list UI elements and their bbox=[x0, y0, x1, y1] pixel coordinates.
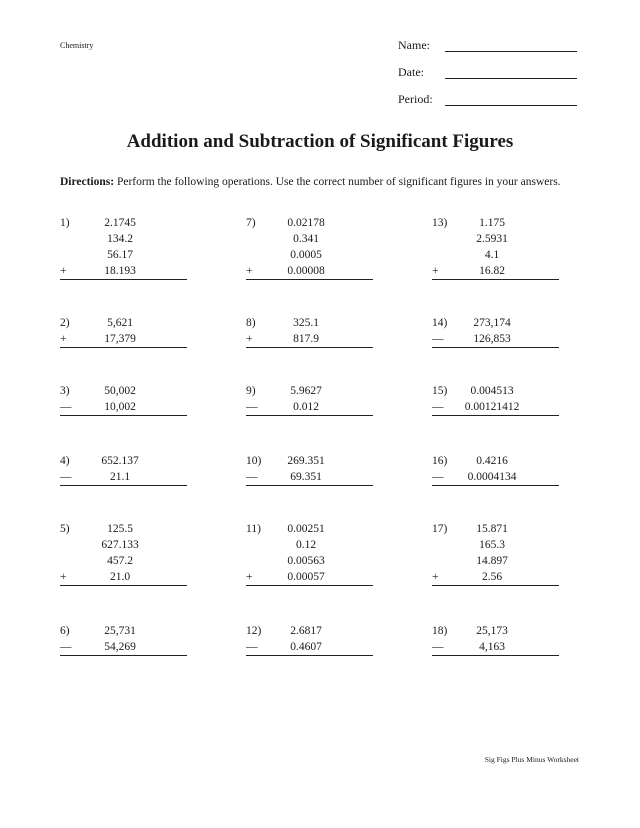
problem-value: 0.00563 bbox=[287, 555, 325, 567]
problem-last-row bbox=[246, 471, 374, 487]
problem-value-row bbox=[432, 625, 560, 641]
problem-value: 0.12 bbox=[295, 539, 317, 551]
problem-number: 1) bbox=[60, 217, 70, 229]
answer-line bbox=[432, 279, 559, 280]
problem-value: 4.1 bbox=[484, 249, 500, 261]
problem-18 bbox=[432, 625, 560, 657]
answer-line bbox=[246, 485, 373, 486]
problem-number: 5) bbox=[60, 523, 70, 535]
directions-label: Directions: bbox=[60, 176, 115, 188]
problem-last-row bbox=[246, 401, 374, 417]
minus-sign: — bbox=[246, 471, 258, 483]
plus-sign: + bbox=[246, 333, 253, 345]
date-label: Date: bbox=[398, 65, 424, 79]
date-blank-line[interactable] bbox=[445, 78, 577, 79]
problem-last-row bbox=[246, 265, 374, 281]
problem-last-row bbox=[432, 401, 560, 417]
problem-8 bbox=[246, 317, 374, 349]
problem-9 bbox=[246, 385, 374, 417]
problem-value-row bbox=[432, 455, 560, 471]
problem-value: 54,269 bbox=[104, 641, 136, 653]
problem-16 bbox=[432, 455, 560, 487]
problem-number: 6) bbox=[60, 625, 70, 637]
minus-sign: — bbox=[432, 471, 444, 483]
problem-number: 17) bbox=[432, 523, 448, 535]
problem-number: 8) bbox=[246, 317, 256, 329]
plus-sign: + bbox=[60, 265, 67, 277]
problem-last-row bbox=[60, 571, 188, 587]
problem-value: 126,853 bbox=[473, 333, 511, 345]
problem-number: 7) bbox=[246, 217, 256, 229]
problem-value: 2.6817 bbox=[290, 625, 322, 637]
answer-line bbox=[60, 279, 187, 280]
problem-1 bbox=[60, 217, 188, 281]
answer-line bbox=[432, 485, 559, 486]
problem-last-row bbox=[60, 333, 188, 349]
answer-line bbox=[60, 585, 187, 586]
problem-value: 269.351 bbox=[287, 455, 325, 467]
directions bbox=[60, 176, 581, 189]
problem-5 bbox=[60, 523, 188, 587]
problem-value-row bbox=[60, 555, 188, 571]
problem-number: 16) bbox=[432, 455, 448, 467]
problem-last-row bbox=[246, 333, 374, 349]
problem-value: 2.5931 bbox=[476, 233, 508, 245]
problem-value: 0.4607 bbox=[290, 641, 322, 653]
problem-number: 18) bbox=[432, 625, 448, 637]
problem-value: 21.1 bbox=[109, 471, 131, 483]
problem-value-row bbox=[246, 555, 374, 571]
problem-value-row bbox=[60, 217, 188, 233]
problem-number: 15) bbox=[432, 385, 448, 397]
problem-value-row bbox=[246, 523, 374, 539]
problem-value: 56.17 bbox=[107, 249, 133, 261]
plus-sign: + bbox=[432, 265, 439, 277]
answer-line bbox=[432, 585, 559, 586]
problem-4 bbox=[60, 455, 188, 487]
problem-number: 10) bbox=[246, 455, 262, 467]
problem-value: 4,163 bbox=[479, 641, 505, 653]
period-field bbox=[398, 92, 578, 108]
problem-value-row bbox=[60, 317, 188, 333]
problem-last-row bbox=[60, 401, 188, 417]
problem-value-row bbox=[432, 523, 560, 539]
minus-sign: — bbox=[60, 641, 72, 653]
answer-line bbox=[432, 655, 559, 656]
answer-line bbox=[60, 347, 187, 348]
problem-value: 325.1 bbox=[293, 317, 319, 329]
problem-value: 0.00057 bbox=[287, 571, 325, 583]
problem-value: 15.871 bbox=[476, 523, 508, 535]
problem-value: 21.0 bbox=[109, 571, 131, 583]
problem-value: 1.175 bbox=[479, 217, 505, 229]
problem-value-row bbox=[246, 539, 374, 555]
problem-value: 14.897 bbox=[476, 555, 508, 567]
problem-value-row bbox=[246, 249, 374, 265]
problem-value-row bbox=[432, 249, 560, 265]
problem-value: 0.012 bbox=[293, 401, 319, 413]
problem-value: 0.0005 bbox=[290, 249, 322, 261]
subject-label: Chemistry bbox=[60, 41, 94, 50]
problem-last-row bbox=[60, 641, 188, 657]
problem-3 bbox=[60, 385, 188, 417]
problem-14 bbox=[432, 317, 560, 349]
problem-value: 627.133 bbox=[101, 539, 139, 551]
plus-sign: + bbox=[432, 571, 439, 583]
problem-number: 14) bbox=[432, 317, 448, 329]
problem-value-row bbox=[432, 385, 560, 401]
minus-sign: — bbox=[432, 401, 444, 413]
problem-value: 0.00121412 bbox=[464, 401, 520, 413]
problem-value: 125.5 bbox=[107, 523, 133, 535]
problem-value-row bbox=[60, 523, 188, 539]
problem-value-row bbox=[246, 233, 374, 249]
problem-value-row bbox=[60, 455, 188, 471]
problem-10 bbox=[246, 455, 374, 487]
problem-value-row bbox=[246, 625, 374, 641]
answer-line bbox=[246, 585, 373, 586]
answer-line bbox=[60, 415, 187, 416]
problem-value: 17,379 bbox=[104, 333, 136, 345]
minus-sign: — bbox=[246, 401, 258, 413]
answer-line bbox=[432, 415, 559, 416]
problem-value: 69.351 bbox=[290, 471, 322, 483]
problem-last-row bbox=[432, 333, 560, 349]
problem-value-row bbox=[60, 385, 188, 401]
problem-number: 12) bbox=[246, 625, 262, 637]
problem-value: 134.2 bbox=[107, 233, 133, 245]
problem-number: 4) bbox=[60, 455, 70, 467]
answer-line bbox=[246, 279, 373, 280]
problem-value: 25,173 bbox=[476, 625, 508, 637]
problem-last-row bbox=[432, 571, 560, 587]
problem-value: 273,174 bbox=[473, 317, 511, 329]
problem-value: 165.3 bbox=[479, 539, 505, 551]
problem-value: 0.02178 bbox=[287, 217, 325, 229]
problem-value-row bbox=[246, 455, 374, 471]
plus-sign: + bbox=[246, 571, 253, 583]
problem-number: 3) bbox=[60, 385, 70, 397]
directions-text: Perform the following operations. Use the correct number of significant figures in your answers. bbox=[114, 176, 561, 188]
problem-15 bbox=[432, 385, 560, 417]
name-label: Name: bbox=[398, 38, 430, 52]
problem-12 bbox=[246, 625, 374, 657]
answer-line bbox=[246, 415, 373, 416]
problem-17 bbox=[432, 523, 560, 587]
problem-value: 652.137 bbox=[101, 455, 139, 467]
minus-sign: — bbox=[432, 333, 444, 345]
problem-value-row bbox=[432, 233, 560, 249]
answer-line bbox=[60, 485, 187, 486]
answer-line bbox=[246, 347, 373, 348]
problem-value: 50,002 bbox=[104, 385, 136, 397]
problem-value-row bbox=[432, 555, 560, 571]
problem-value: 457.2 bbox=[107, 555, 133, 567]
problem-value: 0.00251 bbox=[287, 523, 325, 535]
plus-sign: + bbox=[246, 265, 253, 277]
problem-value-row bbox=[432, 317, 560, 333]
problem-value: 2.56 bbox=[481, 571, 503, 583]
problem-number: 2) bbox=[60, 317, 70, 329]
problem-value-row bbox=[246, 385, 374, 401]
problem-value: 0.0004134 bbox=[467, 471, 517, 483]
period-blank-line[interactable] bbox=[445, 105, 577, 106]
problem-value: 5,621 bbox=[107, 317, 133, 329]
minus-sign: — bbox=[432, 641, 444, 653]
problem-last-row bbox=[432, 265, 560, 281]
problem-value: 18.193 bbox=[104, 265, 136, 277]
plus-sign: + bbox=[60, 333, 67, 345]
problem-value: 0.4216 bbox=[476, 455, 508, 467]
problem-value: 0.00008 bbox=[287, 265, 325, 277]
plus-sign: + bbox=[60, 571, 67, 583]
period-label: Period: bbox=[398, 92, 433, 106]
problem-value: 0.004513 bbox=[470, 385, 514, 397]
problem-value-row bbox=[432, 217, 560, 233]
problem-value: 16.82 bbox=[479, 265, 505, 277]
problem-value: 25,731 bbox=[104, 625, 136, 637]
problem-number: 9) bbox=[246, 385, 256, 397]
answer-line bbox=[432, 347, 559, 348]
problem-last-row bbox=[432, 641, 560, 657]
problem-last-row bbox=[246, 571, 374, 587]
problem-11 bbox=[246, 523, 374, 587]
problem-7 bbox=[246, 217, 374, 281]
problem-6 bbox=[60, 625, 188, 657]
problem-last-row bbox=[60, 265, 188, 281]
name-blank-line[interactable] bbox=[445, 51, 577, 52]
problem-value: 817.9 bbox=[293, 333, 319, 345]
problem-number: 13) bbox=[432, 217, 448, 229]
name-field bbox=[398, 38, 578, 54]
problem-value-row bbox=[60, 233, 188, 249]
problem-value-row bbox=[60, 249, 188, 265]
problem-last-row bbox=[246, 641, 374, 657]
problem-value-row bbox=[246, 217, 374, 233]
problem-number: 11) bbox=[246, 523, 261, 535]
minus-sign: — bbox=[246, 641, 258, 653]
problem-value-row bbox=[60, 539, 188, 555]
footer-label: Sig Figs Plus Minus Worksheet bbox=[484, 755, 579, 764]
minus-sign: — bbox=[60, 471, 72, 483]
problem-value-row bbox=[432, 539, 560, 555]
problem-last-row bbox=[60, 471, 188, 487]
answer-line bbox=[246, 655, 373, 656]
answer-line bbox=[60, 655, 187, 656]
problem-value: 5.9627 bbox=[290, 385, 322, 397]
problem-last-row bbox=[432, 471, 560, 487]
minus-sign: — bbox=[60, 401, 72, 413]
problem-value-row bbox=[60, 625, 188, 641]
problem-value: 10,002 bbox=[104, 401, 136, 413]
date-field bbox=[398, 65, 578, 81]
problem-13 bbox=[432, 217, 560, 281]
problem-value-row bbox=[246, 317, 374, 333]
problem-value: 0.341 bbox=[293, 233, 319, 245]
page-title: Addition and Subtraction of Significant Figures bbox=[126, 131, 514, 152]
problem-2 bbox=[60, 317, 188, 349]
problem-value: 2.1745 bbox=[104, 217, 136, 229]
